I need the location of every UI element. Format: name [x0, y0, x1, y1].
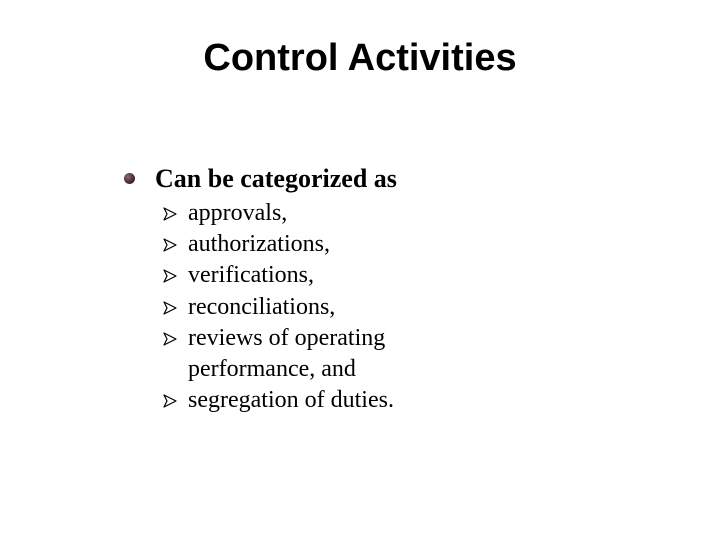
arrowhead-bullet-icon [163, 269, 177, 283]
list-item-text: reviews of operating performance, and [188, 324, 386, 383]
list-item-text: verifications, [188, 262, 314, 289]
list-item [163, 198, 483, 229]
arrowhead-bullet-icon [163, 207, 177, 221]
main-bullet-text: Can be categorized as [155, 164, 397, 193]
arrowhead-bullet-icon [163, 301, 177, 315]
sub-bullet-list [163, 198, 483, 416]
list-item [163, 323, 483, 385]
arrowhead-bullet-icon [163, 238, 177, 252]
arrowhead-bullet-icon [163, 394, 177, 408]
arrowhead-bullet-icon [163, 332, 177, 346]
list-item [163, 385, 483, 416]
list-item-text: authorizations, [188, 231, 330, 258]
list-item [163, 260, 483, 291]
round-bullet-icon [124, 173, 135, 184]
list-item-text: approvals, [188, 200, 288, 226]
list-item-text: reconciliations, [188, 293, 336, 320]
list-item-text: segregation of duties. [188, 387, 394, 414]
list-item [163, 229, 483, 260]
list-item [163, 292, 483, 323]
slide-title: Control Activities [203, 37, 517, 79]
